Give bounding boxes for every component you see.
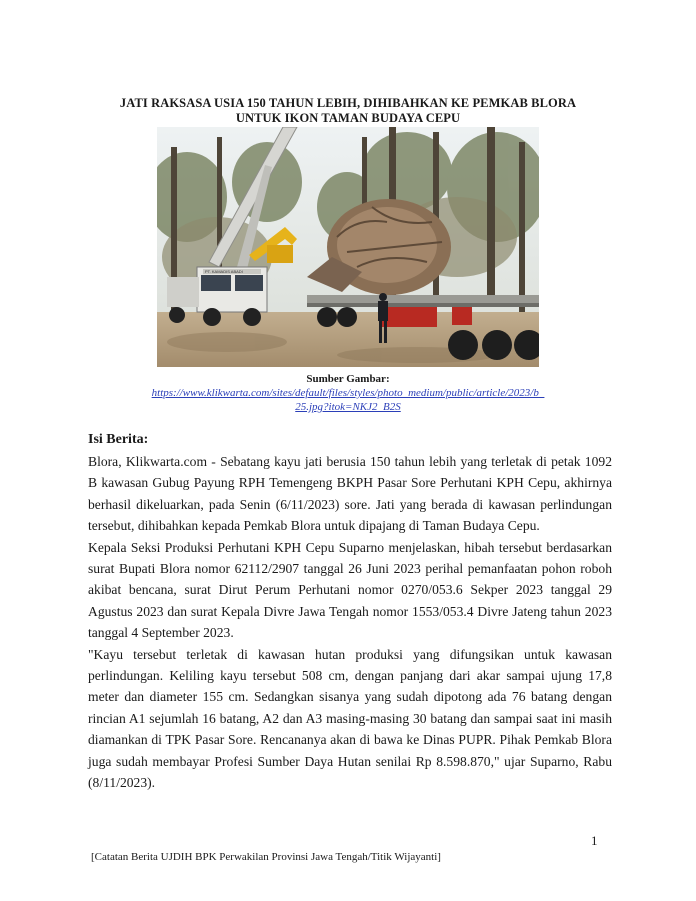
footer-note: [Catatan Berita UJDIH BPK Perwakilan Provinsi Jawa Tengah/Titik Wijayanti] — [91, 851, 441, 863]
body-paragraph-1: Blora, Klikwarta.com - Sebatang kayu jati berusia 150 tahun lebih yang terletak di petak 1092 B kawasan Gubug Payung RPH Temengeng BKPH Pasar Sore Perhutani KPH Cepu, akhirnya berhasil dikeluarkan, pada Senin (6/11/2023) sore. Jati yang berada di kawasan perlindungan tersebut, dihibahkan kepada Pemkab Blora untuk dipajang di Taman Budaya Cepu. — [88, 454, 612, 534]
title-line-1: JATI RAKSASA USIA 150 TAHUN LEBIH, DIHIBAHKAN KE PEMKAB BLORA — [119, 96, 577, 110]
source-url-link-line-2[interactable]: 25.jpg?itok=NKJ2_B2S — [295, 401, 401, 413]
section-heading: Isi Berita: — [88, 432, 149, 447]
body-paragraph-2: Kepala Seksi Produksi Perhutani KPH Cepu Suparno menjelaskan, hibah tersebut berdasarkan surat Bupati Blora nomor 62112/2907 tanggal 26 Juni 2023 perihal pemanfaatan pohon roboh akibat bencana, surat Dirut Perum Perhutani nomor 0270/053.6 Sekper 2023 tanggal 29 Agustus 2023 dan surat Kepala Divre Jawa Tengah nomor 1553/053.4 Divre Jateng tahun 2023 tanggal 4 September 2023. — [88, 539, 612, 641]
title-line-2: UNTUK IKON TAMAN BUDAYA CEPU — [235, 111, 461, 125]
caption-label: Sumber Gambar: — [306, 373, 390, 385]
body-paragraph-3: "Kayu tersebut terletak di kawasan hutan produksi yang difungsikan untuk kawasan perlindungan. Keliling kayu tersebut 508 cm, dengan panjang dari akar sampai ujung 17,8 meter dan diameter 155 cm. Sedangkan sisanya yang sudah dipotong ada 76 batang dengan rincian A1 sejumlah 16 batang, A2 dan A3 masing-masing 30 batang dan sampai saat ini masih diamankan di TPK Pasar Sore. Rencananya akan di bawa ke Dinas PUPR. Pihak Pemkab Blora juga sudah membayar Profesi Sumber Daya Hutan senilai Rp 8.598.870," ujar Suparno, Rabu (8/11/2023). — [88, 646, 612, 791]
page-number: 1 — [591, 833, 598, 848]
article-title — [60, 96, 636, 126]
source-url-link-line-1[interactable]: https://www.klikwarta.com/sites/default/files/styles/photo_medium/public/article/2023/b_ — [151, 387, 545, 399]
article-body — [88, 451, 612, 794]
image-caption — [100, 372, 596, 414]
truck-company-text: PT. KAMADIS ABADI — [205, 269, 243, 274]
article-photo — [157, 127, 539, 367]
